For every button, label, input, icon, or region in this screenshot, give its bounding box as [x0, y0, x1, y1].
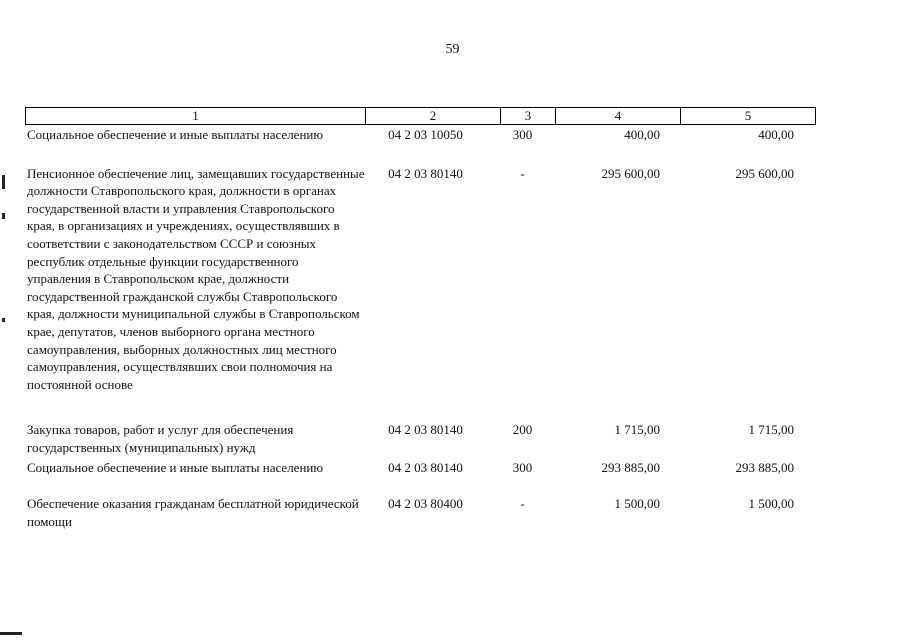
row-code: 04 2 03 80140	[388, 459, 463, 475]
scan-edge-mark	[2, 318, 5, 322]
row-name: Социальное обеспечение и иные выплаты населению	[27, 127, 324, 142]
row-sum1: 400,00	[624, 127, 660, 142]
row-type: -	[520, 496, 525, 512]
table-row	[25, 126, 816, 144]
table-row	[25, 165, 816, 394]
row-type: 300	[512, 127, 533, 142]
table-header-row	[25, 107, 816, 125]
row-sum1: 1 500,00	[614, 496, 660, 512]
column-header: 5	[744, 108, 752, 123]
row-sum1: 295 600,00	[601, 165, 660, 181]
row-name: Социальное обеспечение и иные выплаты населению	[27, 459, 324, 475]
budget-table	[25, 107, 816, 530]
scan-edge-mark	[0, 632, 22, 635]
row-type: 200	[512, 422, 533, 438]
column-header: 4	[556, 108, 681, 124]
scan-edge-mark	[2, 213, 5, 219]
row-name: Закупка товаров, работ и услуг для обеспечения государственных (муниципальных) нужд	[27, 422, 294, 455]
row-code: 04 2 03 80140	[388, 165, 463, 181]
column-header: 1	[26, 108, 366, 124]
row-sum2: 293 885,00	[735, 459, 794, 475]
row-sum2: 1 715,00	[748, 422, 794, 438]
scan-edge-mark	[2, 175, 5, 189]
column-header: 3	[501, 108, 556, 124]
row-sum1: 1 715,00	[614, 422, 660, 438]
table-row	[25, 421, 816, 456]
table-row	[25, 495, 816, 530]
row-name: Пенсионное обеспечение лиц, замещавших государственные должности Ставропольского края, должности в органах государственной власти и управления Ставропольского края, в организациях и учреждениях, осуществлявших в соответствии с законодательством СССР и союзных республик отдельные функции государственного управления в Ставропольском крае, должности государственной гражданской службы Ставропольского края, должности муниципальной службы в Ставропольском крае, депутатов, членов выборного органа местного самоуправления, выборных должностных лиц местного самоуправления, осуществлявших свои полномочия на постоянной основе	[27, 165, 365, 392]
row-code: 04 2 03 80400	[388, 496, 463, 512]
row-name: Обеспечение оказания гражданам бесплатной юридической помощи	[27, 496, 359, 529]
row-code: 04 2 03 80140	[388, 422, 463, 438]
row-type: 300	[512, 459, 533, 475]
column-header: 2	[366, 108, 501, 124]
table-row	[25, 459, 816, 477]
row-type: -	[520, 165, 525, 181]
row-sum2: 1 500,00	[748, 496, 794, 512]
page-number: 59	[445, 42, 460, 57]
row-code: 04 2 03 10050	[388, 127, 463, 142]
row-sum2: 295 600,00	[735, 165, 794, 181]
row-sum1: 293 885,00	[601, 459, 660, 475]
row-sum2: 400,00	[758, 127, 794, 142]
